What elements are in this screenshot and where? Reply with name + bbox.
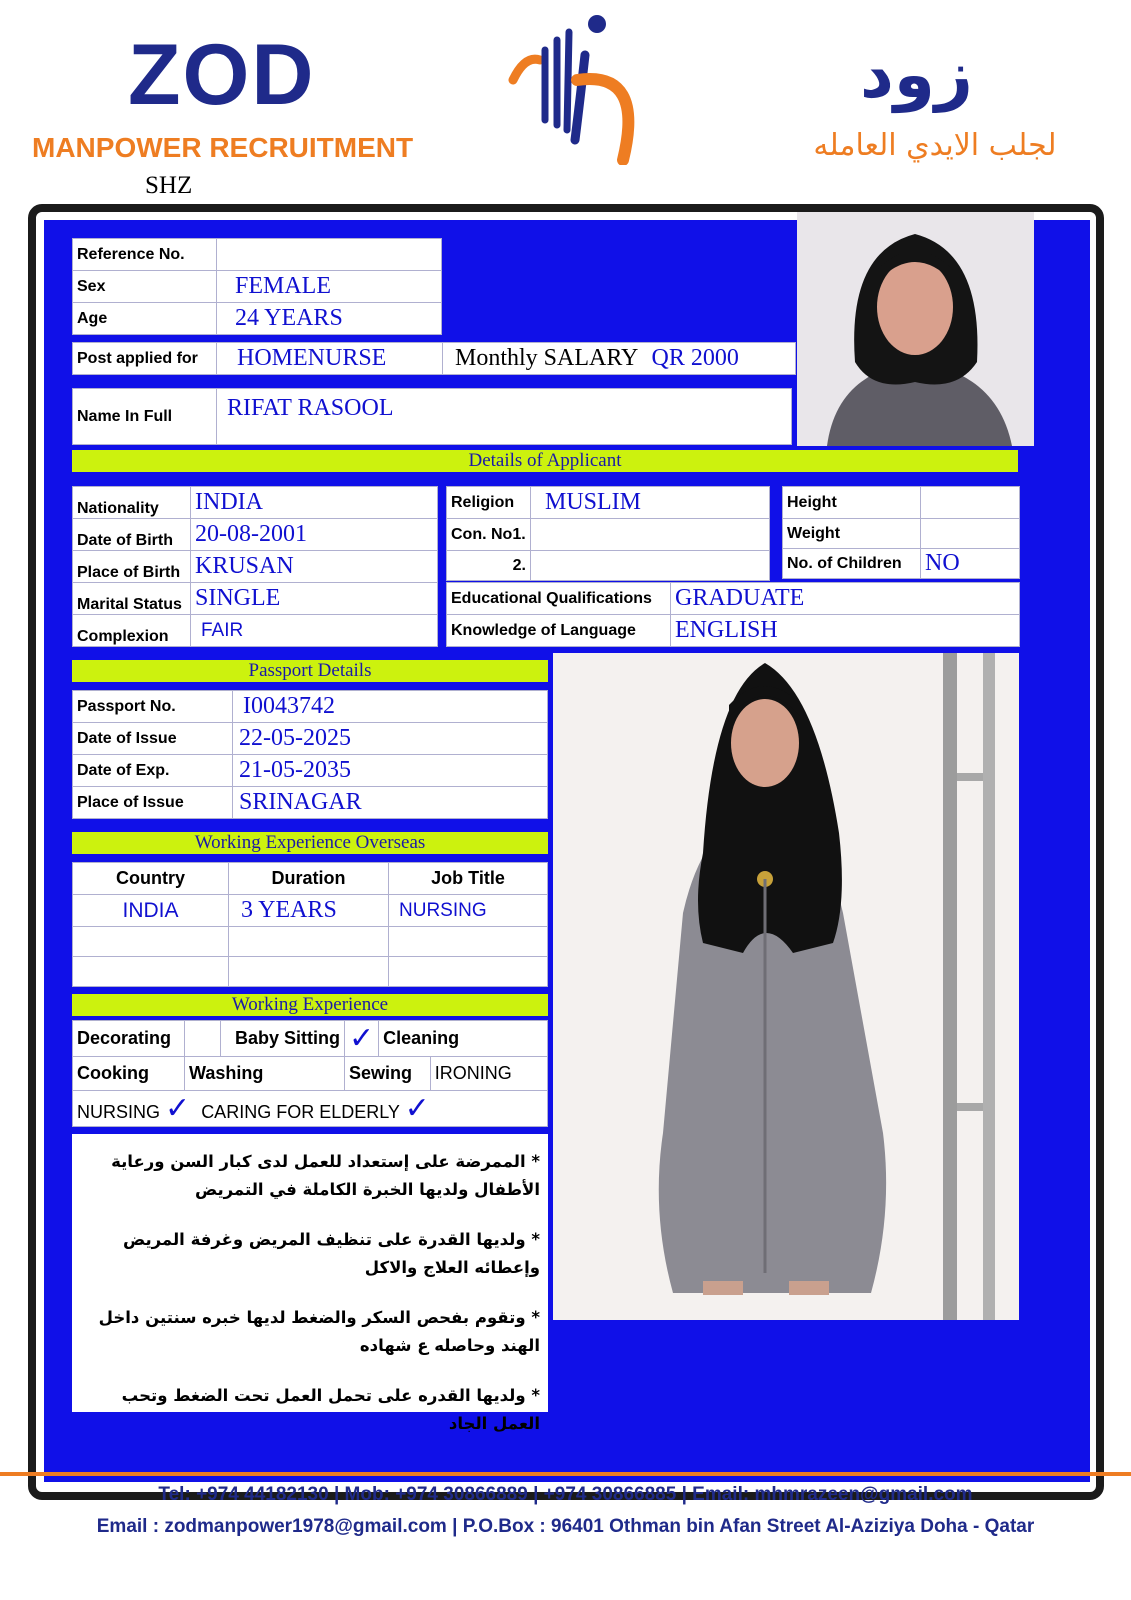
footer-address-line: Email : zodmanpower1978@gmail.com | P.O.Box : 96401 Othman bin Afan Street Al-Aziziya Doha - Qatar [96, 1516, 1035, 1537]
language-label: Knowledge of Language [447, 615, 671, 647]
salary-value: QR 2000 [651, 345, 739, 371]
note-item: * ولديها القدرة على تنظيف المريض وغرفة المريض وإعطائه العلاج والاكل [122, 1230, 540, 1277]
basic-info-table [72, 238, 442, 335]
weight-value [921, 519, 1020, 549]
agent-code: SHZ [145, 172, 193, 199]
post-label: Post applied for [73, 343, 217, 375]
caring-check-icon: ✓ [404, 1091, 430, 1126]
details-middle-table [446, 486, 770, 581]
notes-box [72, 1134, 548, 1433]
name-value: RIFAT RASOOL [217, 389, 792, 445]
details-title-bar: Details of Applicant [72, 450, 1018, 472]
passport-title-bar: Passport Details [72, 660, 548, 682]
note-item: * ولديها القدره على تحمل العمل تحت الضغط وتحب العمل الجاد [121, 1386, 540, 1433]
passport-exp-value: 21-05-2035 [233, 755, 548, 787]
overseas-title-bar: Working Experience Overseas [72, 832, 548, 854]
sex-label: Sex [73, 271, 217, 303]
overseas-job: NURSING [389, 895, 548, 927]
dob-label: Date of Birth [73, 519, 191, 551]
children-value: NO [921, 549, 1020, 579]
passport-place-value: SRINAGAR [233, 787, 548, 819]
fullbody-figure-icon [553, 653, 1019, 1320]
skill-nursing: NURSING [77, 1102, 161, 1122]
company-logo-arabic: زود [860, 36, 973, 113]
footer-contact-line: Tel: +974 44182130 | Mob: +974 30866889 | +974 30866885 | Email: mhmrazeen@gmail.com [158, 1484, 973, 1505]
con2-label: 2. [447, 551, 531, 581]
marital-label: Marital Status [73, 583, 191, 615]
note-item: * الممرضة على إستعداد للعمل لدى كبار السن ورعاية الأطفال ولديها الخبرة الكاملة في التمريض [111, 1152, 540, 1199]
salary-label: Monthly SALARY [455, 345, 638, 371]
nursing-check-icon: ✓ [165, 1091, 191, 1126]
education-label: Educational Qualifications [447, 583, 671, 615]
pob-value: KRUSAN [191, 551, 438, 583]
skill-sewing: Sewing [345, 1057, 431, 1091]
complexion-label: Complexion [73, 615, 191, 647]
overseas-table [72, 862, 548, 987]
overseas-duration: 3 YEARS [229, 895, 389, 927]
passport-no-value: I0043742 [233, 691, 548, 723]
table-row [73, 957, 548, 987]
nationality-label: Nationality [73, 487, 191, 519]
name-label: Name In Full [73, 389, 217, 445]
name-table [72, 388, 792, 445]
reference-label: Reference No. [73, 239, 217, 271]
passport-table [72, 690, 548, 819]
post-table [72, 342, 796, 375]
con1-label: Con. No1. [447, 519, 531, 551]
baby-sitting-check-icon: ✓ [345, 1021, 379, 1057]
skill-ironing: IRONING [430, 1057, 547, 1091]
complexion-value: FAIR [191, 615, 438, 647]
skills-table [72, 1020, 548, 1127]
skill-washing: Washing [185, 1057, 345, 1091]
education-table [446, 582, 1020, 647]
company-tagline: MANPOWER RECRUITMENT [32, 132, 414, 163]
post-value: HOMENURSE [217, 343, 443, 375]
dob-value: 20-08-2001 [191, 519, 438, 551]
passport-exp-label: Date of Exp. [73, 755, 233, 787]
con1-value [531, 519, 770, 551]
language-value: ENGLISH [671, 615, 1020, 647]
sex-value: FEMALE [217, 271, 442, 303]
passport-issue-label: Date of Issue [73, 723, 233, 755]
passport-no-label: Passport No. [73, 691, 233, 723]
overseas-country: INDIA [73, 895, 229, 927]
reference-value [217, 239, 442, 271]
skill-cleaning: Cleaning [379, 1021, 548, 1057]
company-logo-text: ZOD [128, 27, 316, 123]
children-label: No. of Children [783, 549, 921, 579]
experience-title-bar: Working Experience [72, 994, 548, 1016]
note-item: * وتقوم بفحص السكر والضغط لديها خبره سنتين داخل الهند وحاصله ع شهاده [98, 1308, 540, 1355]
education-value: GRADUATE [671, 583, 1020, 615]
overseas-header-duration: Duration [229, 863, 389, 895]
skill-cooking: Cooking [73, 1057, 185, 1091]
nationality-value: INDIA [191, 487, 438, 519]
overseas-header-country: Country [73, 863, 229, 895]
company-tagline-arabic: لجلب الايدي العامله [813, 128, 1057, 163]
details-left-table [72, 486, 438, 647]
marital-value: SINGLE [191, 583, 438, 615]
skill-decorating: Decorating [73, 1021, 185, 1057]
overseas-header-job: Job Title [389, 863, 548, 895]
applicant-fullbody-photo [553, 653, 1019, 1320]
skill-baby-sitting: Baby Sitting [221, 1021, 345, 1057]
table-row [73, 927, 548, 957]
applicant-portrait-photo [797, 212, 1034, 446]
details-right-table [782, 486, 1020, 579]
footer-divider [0, 1472, 1131, 1476]
logo-mark-icon [505, 10, 645, 165]
passport-place-label: Place of Issue [73, 787, 233, 819]
skill-caring-elderly: CARING FOR ELDERLY [201, 1102, 400, 1122]
religion-label: Religion [447, 487, 531, 519]
age-value: 24 YEARS [217, 303, 442, 335]
height-label: Height [783, 487, 921, 519]
table-row [73, 895, 548, 927]
religion-value: MUSLIM [531, 487, 770, 519]
weight-label: Weight [783, 519, 921, 549]
height-value [921, 487, 1020, 519]
con2-value [531, 551, 770, 581]
passport-issue-value: 22-05-2025 [233, 723, 548, 755]
pob-label: Place of Birth [73, 551, 191, 583]
portrait-figure-icon [797, 212, 1034, 446]
age-label: Age [73, 303, 217, 335]
